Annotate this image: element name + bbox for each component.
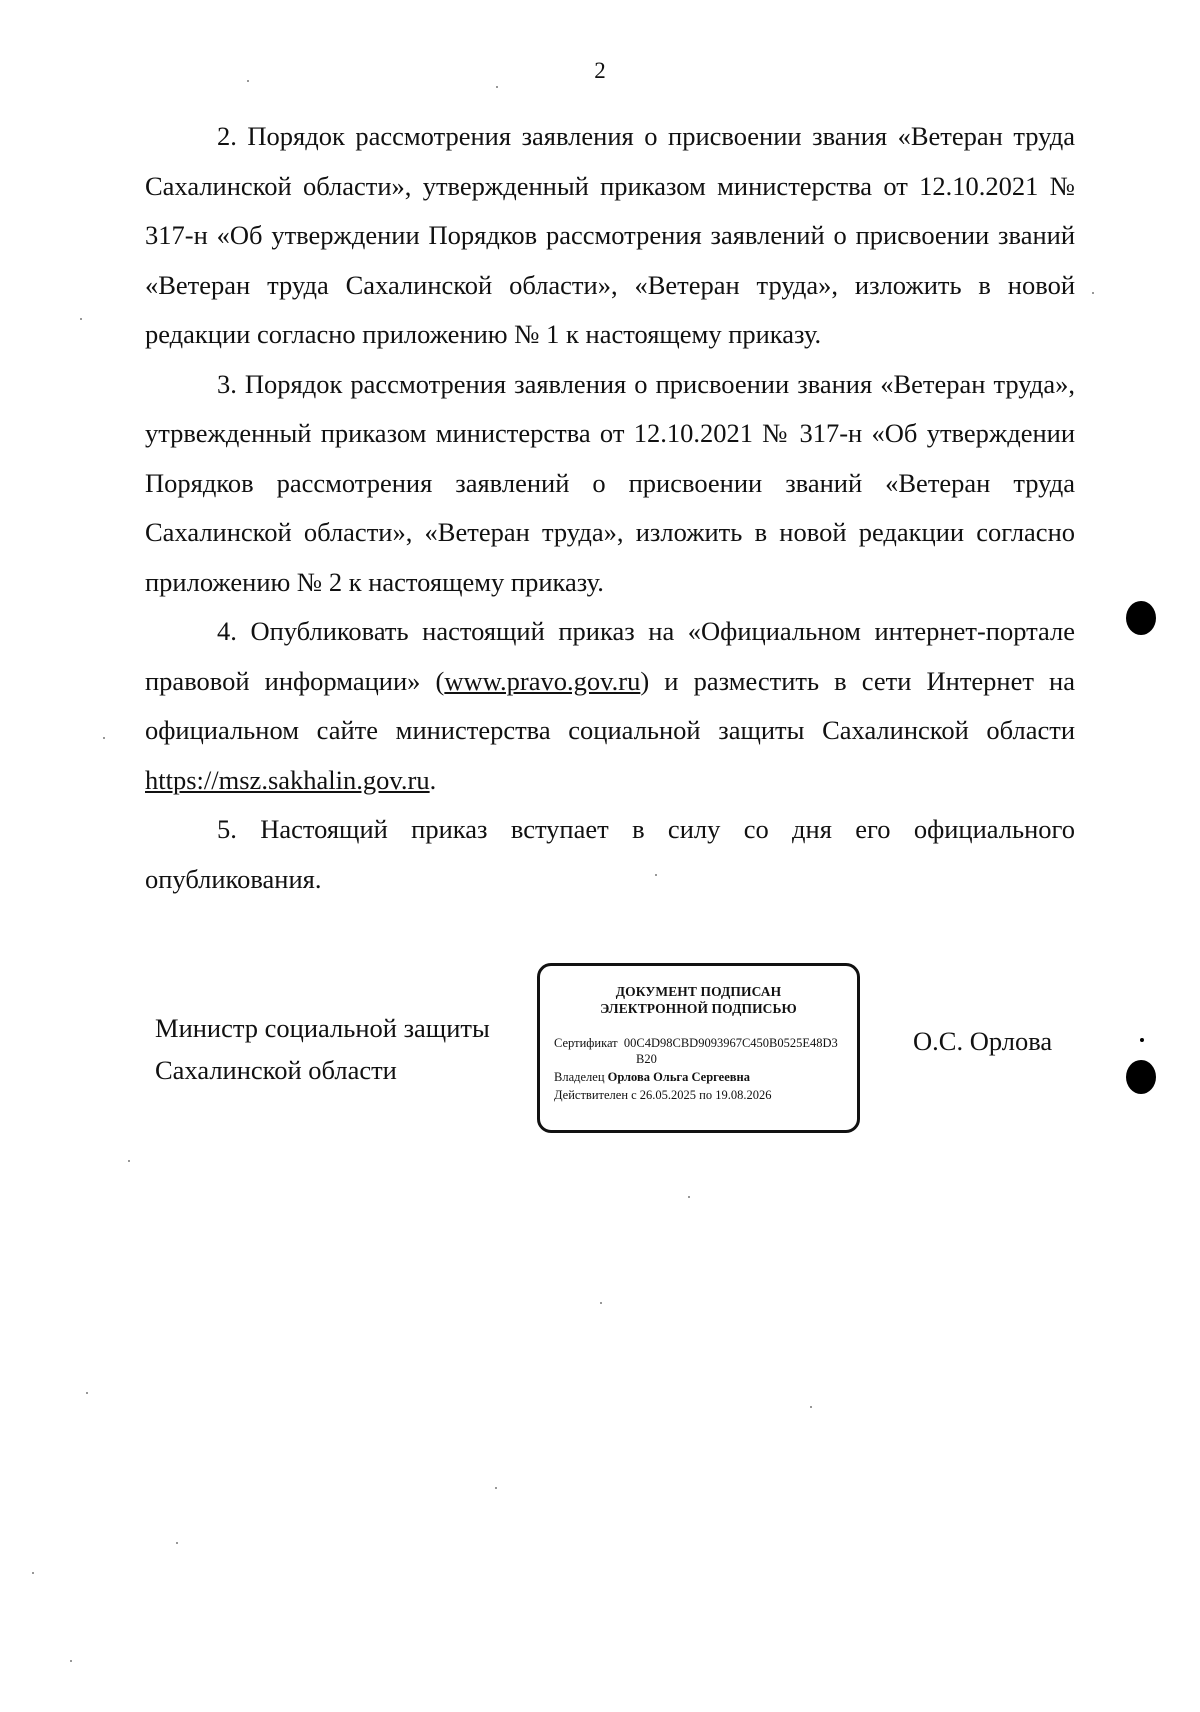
paragraph-4-text-b: ) и разместить в сети Интернет на официальном сайте министерства социальной защиты Сахалинской области: [145, 665, 1076, 745]
scan-speck: [103, 737, 105, 739]
signatory-position: [155, 1007, 490, 1091]
scan-speck: [600, 1302, 602, 1304]
scan-speck: [688, 1196, 690, 1198]
electronic-signature-stamp: [537, 963, 860, 1133]
stamp-certificate-value: 00C4D98CBD9093967C450B0525E48D3: [623, 1036, 838, 1050]
signatory-position-line1: Министр социальной защиты: [155, 1013, 490, 1043]
paragraph-3: 3. Порядок рассмотрения заявления о присвоении звания «Ветеран труда», утрвежденный приказом министерства от 12.10.2021 № 317-н «Об утверждении Порядков рассмотрения заявлений о присвоении званий «Ветеран труда Сахалинской области», «Ветеран труда», изложить в новой редакции согласно приложению № 2 к настоящему приказу.: [145, 368, 1075, 597]
scan-hole-mark: [1126, 1060, 1156, 1094]
scan-speck: [496, 86, 498, 88]
stamp-validity: Действителен с 26.05.2025 по 19.08.2026: [554, 1088, 772, 1102]
paragraph-4-text-c: .: [429, 764, 437, 795]
stamp-certificate-label: Сертификат: [554, 1036, 618, 1050]
stamp-title: [540, 983, 857, 1017]
signatory-position-line2: Сахалинской области: [155, 1055, 397, 1085]
scan-speck: [80, 318, 82, 320]
scan-speck: [1140, 1038, 1144, 1042]
paragraph-5: 5. Настоящий приказ вступает в силу со дня его официального опубликования.: [145, 814, 1075, 894]
scan-speck: [128, 1160, 130, 1162]
paragraph-4-text-a: 4. Опубликовать настоящий приказ на «Официальном интернет-портале правовой информации» (: [145, 616, 1075, 696]
msz-link[interactable]: https://msz.sakhalin.gov.ru: [145, 764, 430, 795]
signatory-name: О.С. Орлова: [913, 1026, 1053, 1056]
page-number: 2: [594, 58, 606, 83]
scan-speck: [32, 1572, 34, 1574]
scan-speck: [810, 1406, 812, 1408]
scan-speck: [655, 874, 657, 876]
stamp-owner: [554, 1070, 750, 1085]
scan-speck: [495, 1487, 497, 1489]
stamp-certificate-cont: B20: [636, 1052, 657, 1066]
scan-speck: [1092, 292, 1094, 294]
document-body: [145, 112, 1075, 904]
scan-hole-mark: [1126, 601, 1156, 635]
stamp-owner-label: Владелец: [554, 1070, 605, 1084]
scan-speck: [86, 1392, 88, 1394]
scan-speck: [247, 80, 249, 82]
pravo-link[interactable]: www.pravo.gov.ru: [444, 665, 641, 696]
scan-speck: [176, 1542, 178, 1544]
stamp-title-line2: ЭЛЕКТРОННОЙ ПОДПИСЬЮ: [600, 1001, 797, 1016]
stamp-owner-value: Орлова Ольга Сергеевна: [607, 1070, 750, 1084]
stamp-certificate: [554, 1036, 838, 1051]
stamp-title-line1: ДОКУМЕНТ ПОДПИСАН: [615, 984, 782, 999]
paragraph-4: [145, 607, 1075, 805]
paragraph-2: 2. Порядок рассмотрения заявления о присвоении звания «Ветеран труда Сахалинской области», утвержденный приказом министерства от 12.10.2021 № 317-н «Об утверждении Порядков рассмотрения заявлений о присвоении званий «Ветеран труда Сахалинской области», «Ветеран труда», изложить в новой редакции согласно приложению № 1 к настоящему приказу.: [145, 121, 1075, 349]
scan-speck: [70, 1660, 72, 1662]
